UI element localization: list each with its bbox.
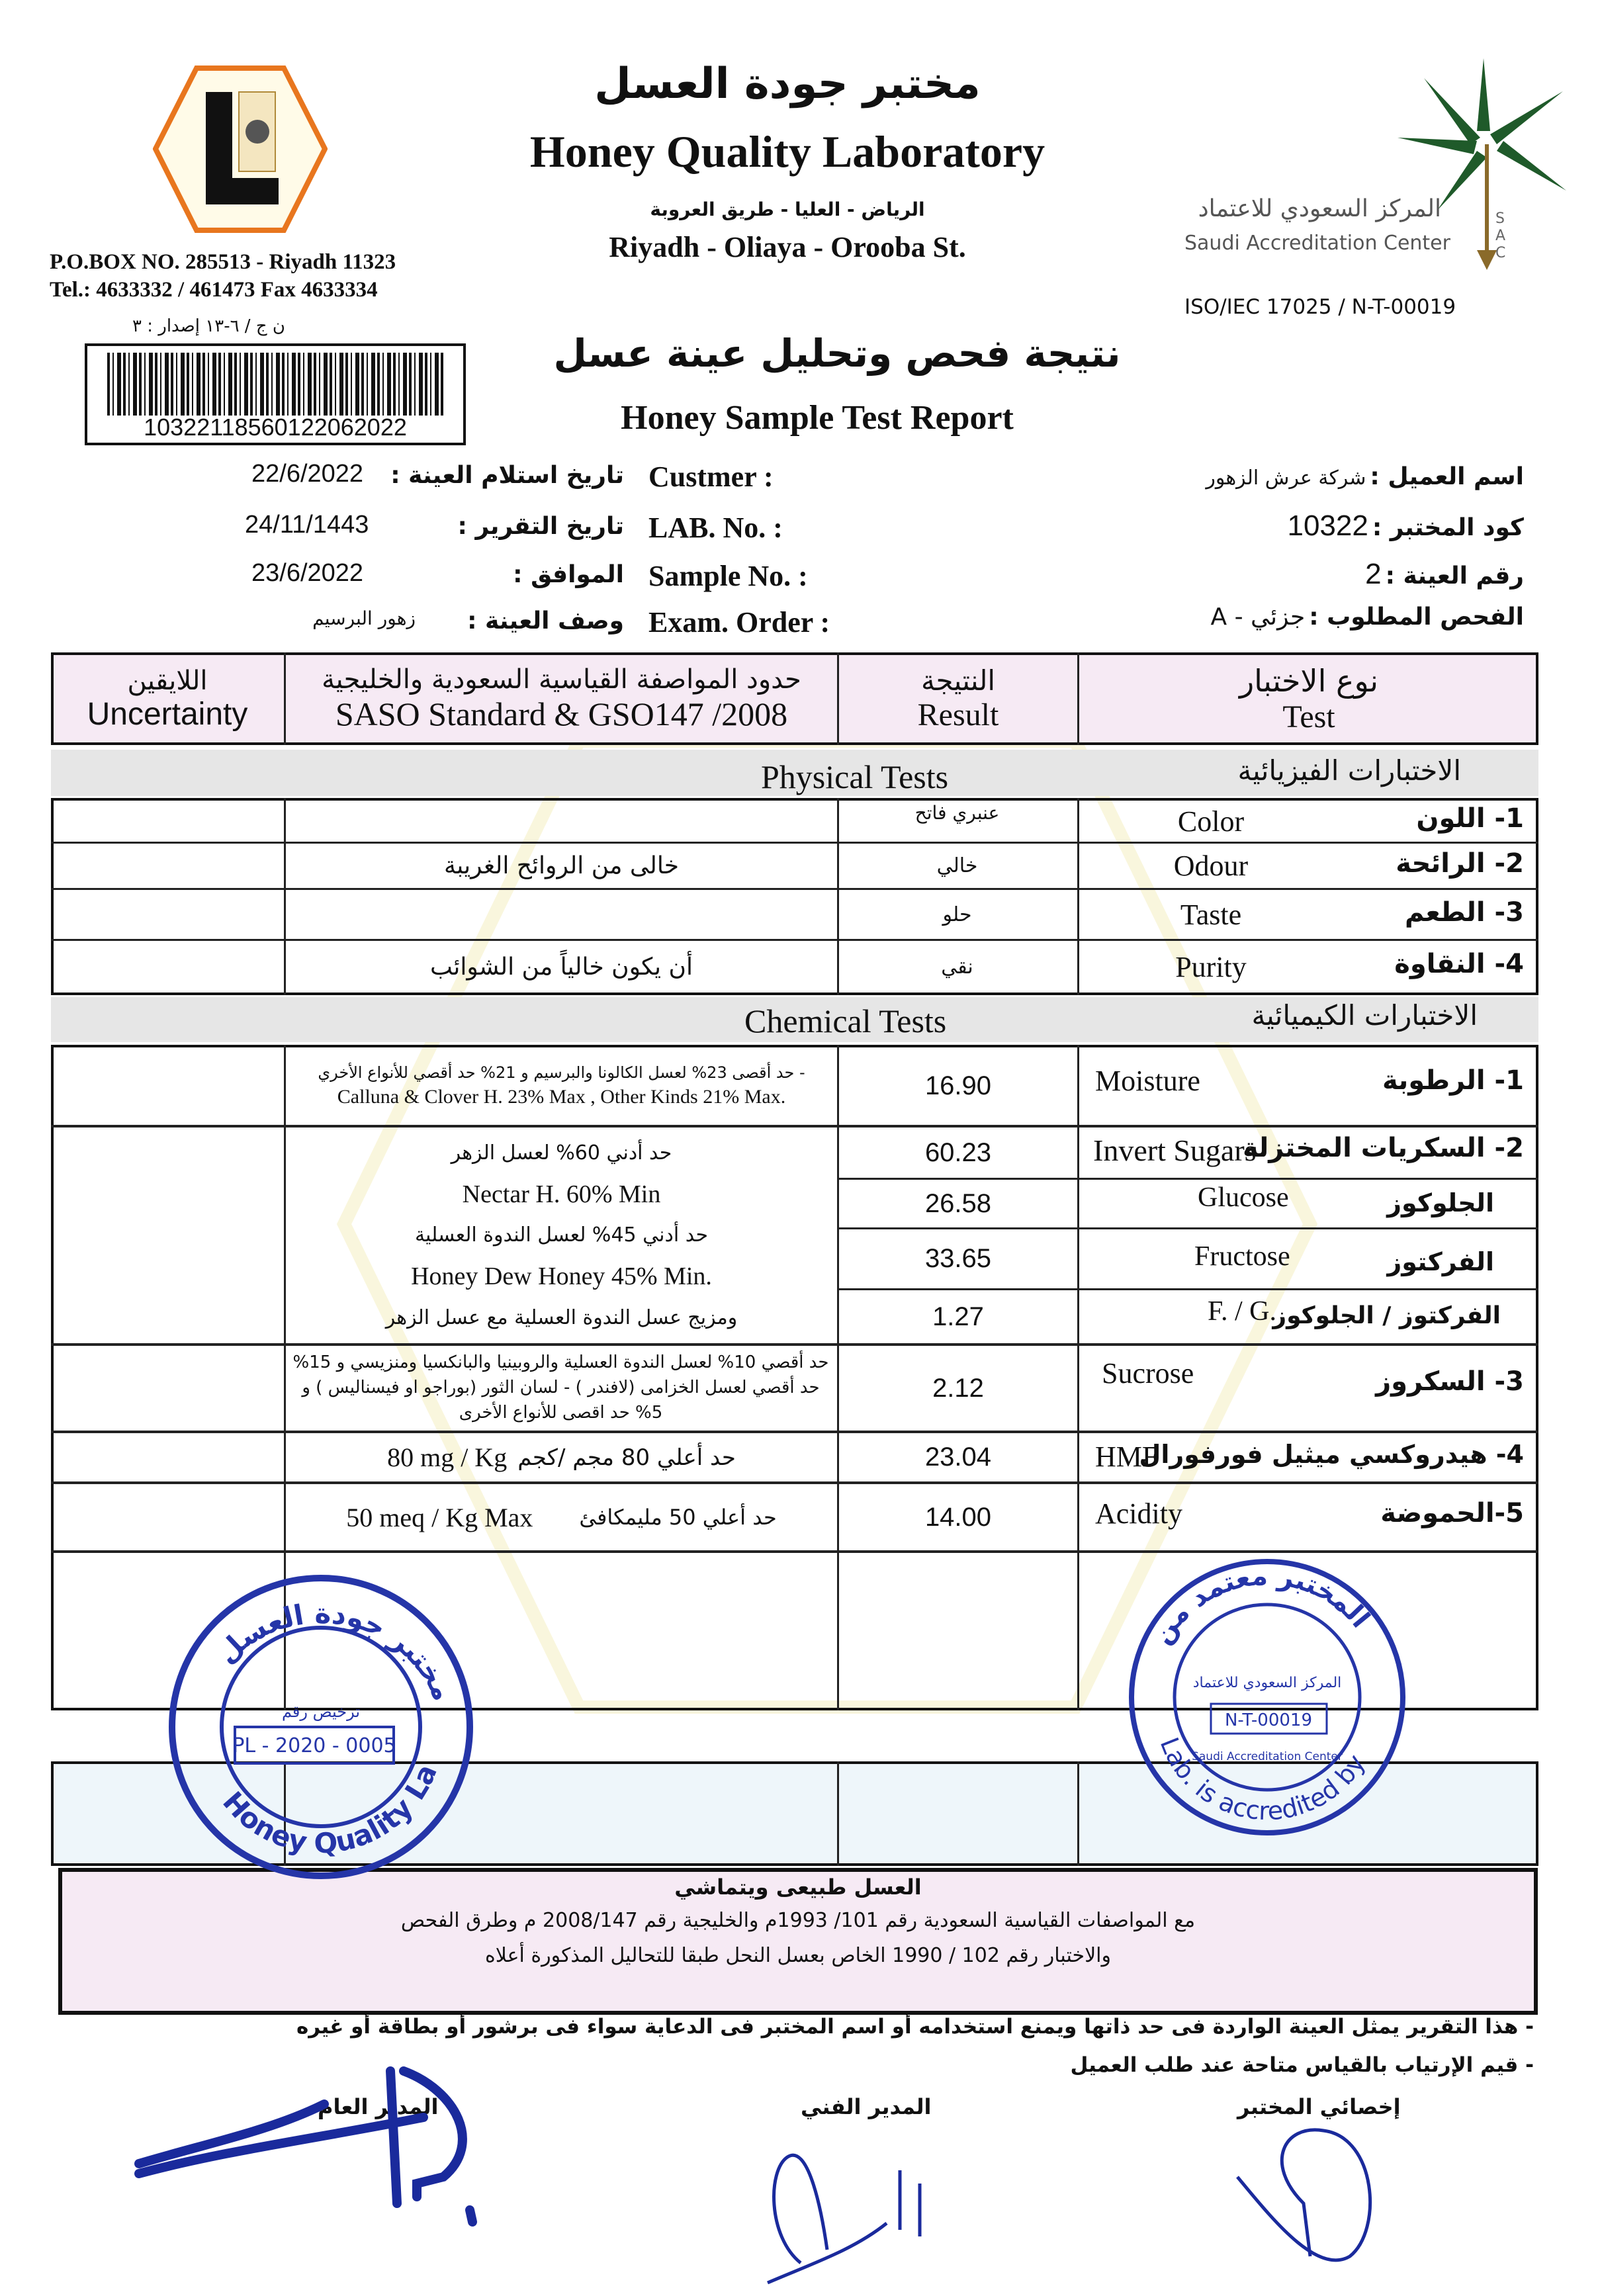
taste-test-en: Taste <box>1180 898 1242 931</box>
lab-code-value: 10322 <box>1287 509 1368 542</box>
acidity-test-ar: 5-الحموضة <box>1380 1498 1524 1528</box>
moisture-result: 16.90 <box>924 1071 992 1100</box>
address-ar: الرياض - العليا - طريق العروبة <box>650 199 925 220</box>
moisture-standard-en: Calluna & Clover H. 23% Max , Other Kinds 21% Max. <box>337 1086 786 1108</box>
fructose-test-en: Fructose <box>1194 1241 1290 1272</box>
chemical-tests-title-ar: الاختبارات الكيميائية <box>1251 999 1478 1032</box>
sucrose-test-ar: 3- السكروز <box>1376 1366 1524 1397</box>
report-date-label: تاريخ التقرير : <box>457 513 624 540</box>
exam-order-label-en: Exam. Order : <box>648 606 830 639</box>
purity-test-ar: 4- النقاوة <box>1394 949 1524 979</box>
address-en: Riyadh - Oliaya - Orooba St. <box>609 231 966 263</box>
report-date: 24/11/1443 <box>245 511 369 539</box>
test-header-en: Test <box>1282 699 1335 734</box>
document-code: ن ج / ٦-١٣ إصدار : ٣ <box>132 316 285 336</box>
fg-ratio-test-ar: الفركتوز / الجلوكوز <box>1272 1302 1501 1329</box>
taste-result: حلو <box>942 903 972 926</box>
svg-text:المركز السعودي للاعتماد: المركز السعودي للاعتماد <box>1192 1675 1342 1691</box>
lab-specialist-label: إخصائي المختبر <box>1237 2094 1401 2119</box>
hmf-test-ar: 4- هيدروكسي ميثيل فورفورال <box>1139 1440 1524 1469</box>
conclusion-title: العسل طبيعى ويتماشي <box>674 1875 922 1900</box>
sugars-standard-line: حد أدني 60% لعسل الزهر <box>451 1141 672 1165</box>
odour-result: خالي <box>936 854 978 877</box>
po-box: P.O.BOX NO. 285513 - Riyadh 11323 <box>50 250 396 274</box>
sugars-standard-line: Nectar H. 60% Min <box>462 1180 661 1208</box>
lab-title-en: Honey Quality Laboratory <box>529 126 1045 177</box>
purity-standard: أن يكون خالياً من الشوائب <box>430 953 693 981</box>
svg-text:ترخيص رقم: ترخيص رقم <box>281 1702 361 1721</box>
chemical-tests-title: Chemical Tests <box>744 1002 947 1039</box>
general-manager-signature <box>126 2064 523 2236</box>
odour-standard: خالى من الروائح الغريبة <box>443 852 680 879</box>
hmf-standard-en: 80 mg / Kg <box>387 1442 508 1472</box>
purity-result: نقي <box>941 955 973 979</box>
moisture-test-en: Moisture <box>1095 1065 1200 1097</box>
svg-text:PL - 2020 - 0005: PL - 2020 - 0005 <box>232 1734 396 1757</box>
lab-no-label-en: LAB. No. : <box>648 511 783 544</box>
hmf-result: 23.04 <box>924 1442 992 1472</box>
sugars-standard-line: ومزيج عسل الندوة العسلية مع عسل الزهر <box>385 1305 738 1329</box>
invert-sugars-result: 60.23 <box>924 1137 992 1167</box>
result-header-en: Result <box>917 697 999 732</box>
report-title-ar: نتيجة فحص وتحليل عينة عسل <box>553 331 1121 376</box>
physical-tests-title: Physical Tests <box>761 758 949 795</box>
note-1: - هذا التقرير يمثل العينة الواردة فى حد ذاتها ويمنع استخدامه أو اسم المختبر فى الدعاية سواء فى برشور أو بطاقة أو غيره <box>296 2015 1534 2039</box>
acidity-result: 14.00 <box>924 1502 992 1532</box>
corresponding-label: الموافق : <box>513 561 624 588</box>
barcode-number: 10322118560122062022 <box>144 414 407 441</box>
purity-test-en: Purity <box>1175 950 1247 983</box>
lab-title-ar: مختبر جودة العسل <box>594 60 981 109</box>
customer-row <box>1206 463 1524 490</box>
invert-sugars-test-en: Invert Sugars <box>1093 1133 1257 1167</box>
lab-code-label: كود المختبر : <box>1372 514 1524 541</box>
svg-text:Lab. is accredited by: Lab. is accredited by <box>1154 1733 1371 1826</box>
sample-no-row <box>1365 558 1524 591</box>
odour-test-en: Odour <box>1173 850 1249 882</box>
sample-description-label: وصف العينة : <box>467 607 624 635</box>
corresponding-date: 23/6/2022 <box>251 559 364 587</box>
odour-test-ar: 2- الرائحة <box>1396 848 1524 879</box>
fructose-result: 33.65 <box>924 1244 992 1273</box>
hmf-test-en: HMF <box>1095 1440 1159 1473</box>
invert-sugars-test-ar: 2- السكريات المختزلة <box>1243 1133 1524 1163</box>
svg-text:Honey Quality Lab: Honey Quality La <box>216 1759 443 1860</box>
customer-label: اسم العميل : <box>1370 463 1524 490</box>
fructose-test-ar: الفركتوز <box>1387 1247 1494 1276</box>
acidity-standard-en: 50 meq / Kg Max <box>346 1502 533 1532</box>
sucrose-result: 2.12 <box>932 1373 984 1403</box>
standard-header-en: SASO Standard & GSO147 /2008 <box>335 695 788 732</box>
sac-name-en: Saudi Accreditation Center <box>1184 232 1450 255</box>
sample-no-value: 2 <box>1365 558 1382 590</box>
note-2: - قيم الإرتياب بالقياس متاحة عند طلب العميل <box>1070 2053 1534 2077</box>
uncertainty-header-en: Uncertainty <box>87 696 248 732</box>
standard-header-ar: حدود المواصفة القياسية السعودية والخليجية <box>322 664 801 695</box>
sucrose-test-en: Sucrose <box>1102 1357 1194 1390</box>
color-test-ar: 1- اللون <box>1416 803 1524 834</box>
result-header-ar: النتيجة <box>920 664 996 697</box>
hmf-standard-ar: حد أعلي 80 مجم /كجم <box>517 1444 736 1471</box>
exam-order-value: جزئي - A <box>1210 603 1306 631</box>
conclusion-line-2: والاختبار رقم 102 / 1990 الخاص بعسل النحل طبقا للتحاليل المذكورة أعلاه <box>484 1944 1111 1967</box>
accreditation-stamp <box>1125 1555 1409 1839</box>
lab-stamp <box>165 1571 476 1882</box>
technical-manager-label: المدير الفني <box>801 2094 932 2119</box>
sample-no-label-en: Sample No. : <box>648 560 808 592</box>
taste-test-ar: 3- الطعم <box>1404 897 1524 928</box>
exam-order-label: الفحص المطلوب : <box>1309 603 1524 631</box>
moisture-test-ar: 1- الرطوبة <box>1382 1065 1524 1096</box>
conclusion-line-1: مع المواصفات القياسية السعودية رقم 101/ 1993م والخليجية رقم 2008/147 م وطرق الفحص <box>400 1909 1196 1932</box>
receipt-date-label: تاريخ استلام العينة : <box>390 462 624 489</box>
physical-tests-title-ar: الاختبارات الفيزيائية <box>1237 754 1461 787</box>
customer-value: شركة عرش الزهور <box>1206 466 1366 490</box>
sugars-standard-line: حد أدني 45% لعسل الندوة العسلية <box>414 1223 709 1247</box>
sugars-standard-line: Honey Dew Honey 45% Min. <box>411 1262 712 1291</box>
acidity-test-en: Acidity <box>1095 1497 1182 1530</box>
sample-description: زهور البرسيم <box>312 607 416 629</box>
svg-text:مختبر جودة العسل: مختبر جودة العسل <box>210 1597 460 1706</box>
lab-code-row <box>1287 509 1524 543</box>
technical-manager-signature <box>761 2144 959 2289</box>
sac-letters: SAC <box>1495 210 1506 261</box>
sucrose-standard: حد أقصي 10% لعسل الندوة العسلية والروبينيا والبانكسيا ومنزيسي و 15% حد أقصي لعسل الخزامى (لافندر ) - لسان الثور (بوراجو او فيسناليس ) و 5% حد اقصى للأنواع الأخرى <box>292 1352 829 1423</box>
sac-name-ar: المركز السعودي للاعتماد <box>1198 195 1441 222</box>
test-header-ar: نوع الاختبار <box>1239 662 1379 699</box>
report-title-en: Honey Sample Test Report <box>621 399 1014 437</box>
moisture-standard-ar: - حد أقصى 23% لعسل الكالونا والبرسيم و 21% حد أقصي للأنواع الأخري <box>318 1063 805 1082</box>
color-test-en: Color <box>1177 805 1245 838</box>
svg-text:N-T-00019: N-T-00019 <box>1224 1710 1313 1730</box>
lab-specialist-signature <box>1231 2124 1443 2296</box>
exam-order-row <box>1211 603 1524 631</box>
customer-label-en: Custmer : <box>648 461 774 493</box>
receipt-date: 22/6/2022 <box>251 460 364 488</box>
iso-accreditation: ISO/IEC 17025 / N-T-00019 <box>1184 295 1456 319</box>
svg-text:المختبر معتمد من: المختبر معتمد من <box>1146 1560 1376 1650</box>
glucose-test-en: Glucose <box>1198 1182 1289 1213</box>
fg-ratio-test-en: F. / G. <box>1208 1296 1276 1327</box>
glucose-test-ar: الجلوكوز <box>1387 1188 1494 1217</box>
barcode <box>85 343 466 445</box>
acidity-standard-ar: حد أعلي 50 مليمكافئ <box>579 1505 777 1530</box>
general-manager-label: المدير العام <box>318 2094 439 2119</box>
lab-logo <box>153 66 328 233</box>
fg-ratio-result: 1.27 <box>932 1302 984 1331</box>
color-result: عنبري فاتح <box>914 801 1000 824</box>
uncertainty-header-ar: اللايقين <box>127 665 208 696</box>
svg-text:Saudi Accreditation Center: Saudi Accreditation Center <box>1192 1750 1343 1763</box>
sample-no-label: رقم العينة : <box>1385 562 1524 590</box>
telephone: Tel.: 4633332 / 461473 Fax 4633334 <box>50 278 378 302</box>
glucose-result: 26.58 <box>924 1188 992 1218</box>
